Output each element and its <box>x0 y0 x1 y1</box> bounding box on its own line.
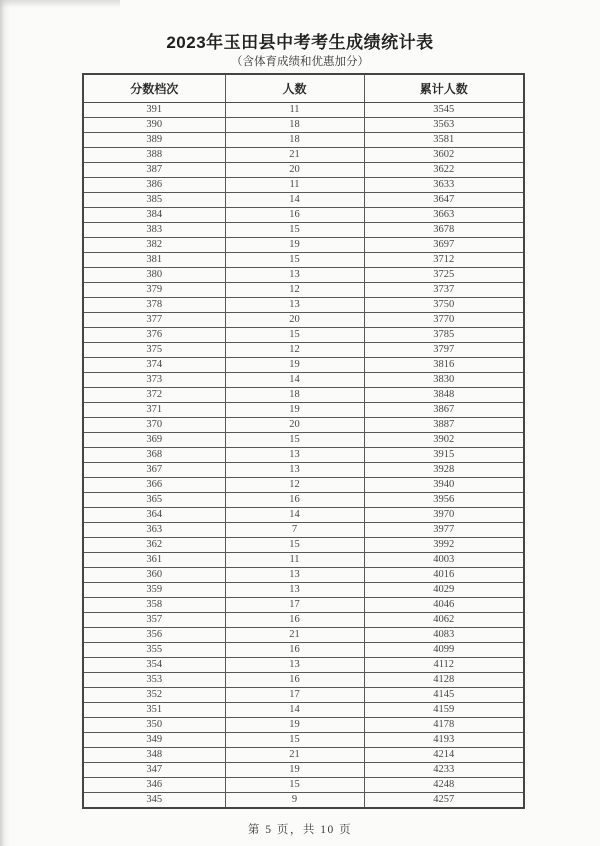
score-level-cell: 377 <box>83 313 225 328</box>
count-cell: 18 <box>225 133 364 148</box>
count-cell: 19 <box>225 238 364 253</box>
cumulative-count-cell: 3992 <box>364 538 524 553</box>
score-level-cell: 361 <box>83 553 225 568</box>
score-level-cell: 352 <box>83 688 225 703</box>
score-statistics-table <box>82 73 525 809</box>
cumulative-count-cell: 4214 <box>364 748 524 763</box>
cumulative-count-cell: 3797 <box>364 343 524 358</box>
score-level-cell: 349 <box>83 733 225 748</box>
cumulative-count-cell: 4003 <box>364 553 524 568</box>
cumulative-count-cell: 3915 <box>364 448 524 463</box>
score-level-cell: 360 <box>83 568 225 583</box>
cumulative-count-cell: 4016 <box>364 568 524 583</box>
cumulative-count-cell: 3602 <box>364 148 524 163</box>
score-level-cell: 382 <box>83 238 225 253</box>
table-row <box>83 763 524 778</box>
table-row <box>83 403 524 418</box>
table-row <box>83 253 524 268</box>
cumulative-count-cell: 3737 <box>364 283 524 298</box>
cumulative-count-cell: 3545 <box>364 103 524 118</box>
cumulative-count-cell: 4193 <box>364 733 524 748</box>
table-row <box>83 643 524 658</box>
score-level-cell: 365 <box>83 493 225 508</box>
table-row <box>83 328 524 343</box>
column-header-cumulative-count: 累计人数 <box>364 74 524 103</box>
cumulative-count-cell: 3867 <box>364 403 524 418</box>
table-row <box>83 283 524 298</box>
score-level-cell: 374 <box>83 358 225 373</box>
count-cell: 14 <box>225 193 364 208</box>
table-row <box>83 208 524 223</box>
count-cell: 16 <box>225 673 364 688</box>
count-cell: 14 <box>225 703 364 718</box>
table-row <box>83 148 524 163</box>
cumulative-count-cell: 3928 <box>364 463 524 478</box>
cumulative-count-cell: 3956 <box>364 493 524 508</box>
count-cell: 15 <box>225 538 364 553</box>
cumulative-count-cell: 4062 <box>364 613 524 628</box>
table-row <box>83 418 524 433</box>
count-cell: 19 <box>225 403 364 418</box>
cumulative-count-cell: 4159 <box>364 703 524 718</box>
table-row <box>83 463 524 478</box>
score-level-cell: 356 <box>83 628 225 643</box>
table-row <box>83 748 524 763</box>
count-cell: 15 <box>225 433 364 448</box>
score-level-cell: 383 <box>83 223 225 238</box>
cumulative-count-cell: 3902 <box>364 433 524 448</box>
cumulative-count-cell: 3887 <box>364 418 524 433</box>
table-row <box>83 193 524 208</box>
score-level-cell: 390 <box>83 118 225 133</box>
table-row <box>83 133 524 148</box>
table-row <box>83 373 524 388</box>
table-row <box>83 433 524 448</box>
table-row <box>83 733 524 748</box>
table-row <box>83 343 524 358</box>
cumulative-count-cell: 4257 <box>364 793 524 809</box>
score-level-cell: 376 <box>83 328 225 343</box>
table-row <box>83 178 524 193</box>
score-level-cell: 391 <box>83 103 225 118</box>
cumulative-count-cell: 4233 <box>364 763 524 778</box>
cumulative-count-cell: 3581 <box>364 133 524 148</box>
table-row <box>83 778 524 793</box>
count-cell: 16 <box>225 493 364 508</box>
score-level-cell: 359 <box>83 583 225 598</box>
cumulative-count-cell: 4029 <box>364 583 524 598</box>
count-cell: 9 <box>225 793 364 809</box>
cumulative-count-cell: 4112 <box>364 658 524 673</box>
count-cell: 15 <box>225 253 364 268</box>
table-row <box>83 793 524 809</box>
count-cell: 18 <box>225 118 364 133</box>
score-level-cell: 389 <box>83 133 225 148</box>
score-level-cell: 372 <box>83 388 225 403</box>
cumulative-count-cell: 4178 <box>364 718 524 733</box>
table-row <box>83 703 524 718</box>
cumulative-count-cell: 4046 <box>364 598 524 613</box>
score-level-cell: 380 <box>83 268 225 283</box>
cumulative-count-cell: 3770 <box>364 313 524 328</box>
table-row <box>83 613 524 628</box>
score-level-cell: 370 <box>83 418 225 433</box>
score-level-cell: 362 <box>83 538 225 553</box>
count-cell: 12 <box>225 478 364 493</box>
score-level-cell: 369 <box>83 433 225 448</box>
column-header-count: 人数 <box>225 74 364 103</box>
score-level-cell: 345 <box>83 793 225 809</box>
score-level-cell: 367 <box>83 463 225 478</box>
score-level-cell: 357 <box>83 613 225 628</box>
count-cell: 19 <box>225 358 364 373</box>
count-cell: 12 <box>225 283 364 298</box>
score-level-cell: 378 <box>83 298 225 313</box>
count-cell: 15 <box>225 778 364 793</box>
count-cell: 16 <box>225 208 364 223</box>
count-cell: 15 <box>225 733 364 748</box>
count-cell: 13 <box>225 583 364 598</box>
table-row <box>83 238 524 253</box>
score-level-cell: 368 <box>83 448 225 463</box>
count-cell: 21 <box>225 148 364 163</box>
table-row <box>83 568 524 583</box>
cumulative-count-cell: 3785 <box>364 328 524 343</box>
table-row <box>83 448 524 463</box>
cumulative-count-cell: 3712 <box>364 253 524 268</box>
score-level-cell: 379 <box>83 283 225 298</box>
cumulative-count-cell: 3633 <box>364 178 524 193</box>
count-cell: 17 <box>225 598 364 613</box>
count-cell: 13 <box>225 658 364 673</box>
cumulative-count-cell: 4145 <box>364 688 524 703</box>
score-level-cell: 350 <box>83 718 225 733</box>
count-cell: 17 <box>225 688 364 703</box>
cumulative-count-cell: 3647 <box>364 193 524 208</box>
score-level-cell: 381 <box>83 253 225 268</box>
table-row <box>83 358 524 373</box>
table-row <box>83 103 524 118</box>
score-level-cell: 363 <box>83 523 225 538</box>
count-cell: 18 <box>225 388 364 403</box>
cumulative-count-cell: 3678 <box>364 223 524 238</box>
table-row <box>83 718 524 733</box>
count-cell: 20 <box>225 418 364 433</box>
count-cell: 15 <box>225 223 364 238</box>
cumulative-count-cell: 3725 <box>364 268 524 283</box>
count-cell: 13 <box>225 568 364 583</box>
score-level-cell: 347 <box>83 763 225 778</box>
score-level-cell: 384 <box>83 208 225 223</box>
table-row <box>83 598 524 613</box>
score-level-cell: 371 <box>83 403 225 418</box>
count-cell: 21 <box>225 748 364 763</box>
cumulative-count-cell: 4083 <box>364 628 524 643</box>
count-cell: 13 <box>225 268 364 283</box>
table-row <box>83 523 524 538</box>
cumulative-count-cell: 3970 <box>364 508 524 523</box>
count-cell: 13 <box>225 463 364 478</box>
score-level-cell: 385 <box>83 193 225 208</box>
score-level-cell: 364 <box>83 508 225 523</box>
cumulative-count-cell: 3563 <box>364 118 524 133</box>
count-cell: 11 <box>225 178 364 193</box>
table-header <box>83 74 524 103</box>
table-row <box>83 673 524 688</box>
score-level-cell: 355 <box>83 643 225 658</box>
count-cell: 13 <box>225 298 364 313</box>
table-row <box>83 478 524 493</box>
count-cell: 20 <box>225 163 364 178</box>
cumulative-count-cell: 3663 <box>364 208 524 223</box>
page-footer: 第 5 页，共 10 页 <box>247 824 353 836</box>
count-cell: 16 <box>225 613 364 628</box>
cumulative-count-cell: 3816 <box>364 358 524 373</box>
count-cell: 16 <box>225 643 364 658</box>
score-level-cell: 375 <box>83 343 225 358</box>
count-cell: 12 <box>225 343 364 358</box>
count-cell: 13 <box>225 448 364 463</box>
cumulative-count-cell: 3622 <box>364 163 524 178</box>
score-level-cell: 354 <box>83 658 225 673</box>
count-cell: 19 <box>225 763 364 778</box>
page-title: 2023年玉田县中考考生成绩统计表 <box>166 33 434 52</box>
count-cell: 14 <box>225 508 364 523</box>
cumulative-count-cell: 3848 <box>364 388 524 403</box>
cumulative-count-cell: 4128 <box>364 673 524 688</box>
count-cell: 11 <box>225 103 364 118</box>
cumulative-count-cell: 4099 <box>364 643 524 658</box>
score-level-cell: 387 <box>83 163 225 178</box>
page-subtitle: （含体育成绩和优惠加分） <box>231 56 369 68</box>
cumulative-count-cell: 3977 <box>364 523 524 538</box>
table-row <box>83 298 524 313</box>
count-cell: 21 <box>225 628 364 643</box>
table-row <box>83 628 524 643</box>
table-row <box>83 538 524 553</box>
cumulative-count-cell: 3940 <box>364 478 524 493</box>
score-table-body <box>83 103 524 809</box>
table-row <box>83 223 524 238</box>
count-cell: 11 <box>225 553 364 568</box>
count-cell: 19 <box>225 718 364 733</box>
table-row <box>83 493 524 508</box>
score-level-cell: 346 <box>83 778 225 793</box>
score-level-cell: 353 <box>83 673 225 688</box>
table-header-row <box>83 74 524 103</box>
table-row <box>83 313 524 328</box>
table-row <box>83 268 524 283</box>
cumulative-count-cell: 3750 <box>364 298 524 313</box>
table-row <box>83 388 524 403</box>
table-row <box>83 688 524 703</box>
count-cell: 14 <box>225 373 364 388</box>
table-row <box>83 163 524 178</box>
score-level-cell: 348 <box>83 748 225 763</box>
table-row <box>83 508 524 523</box>
count-cell: 15 <box>225 328 364 343</box>
count-cell: 20 <box>225 313 364 328</box>
table-row <box>83 658 524 673</box>
score-level-cell: 373 <box>83 373 225 388</box>
count-cell: 7 <box>225 523 364 538</box>
table-row <box>83 553 524 568</box>
cumulative-count-cell: 4248 <box>364 778 524 793</box>
cumulative-count-cell: 3830 <box>364 373 524 388</box>
column-header-score-level: 分数档次 <box>83 74 225 103</box>
table-row <box>83 118 524 133</box>
cumulative-count-cell: 3697 <box>364 238 524 253</box>
score-level-cell: 366 <box>83 478 225 493</box>
score-level-cell: 358 <box>83 598 225 613</box>
table-row <box>83 583 524 598</box>
score-level-cell: 388 <box>83 148 225 163</box>
score-level-cell: 386 <box>83 178 225 193</box>
score-level-cell: 351 <box>83 703 225 718</box>
